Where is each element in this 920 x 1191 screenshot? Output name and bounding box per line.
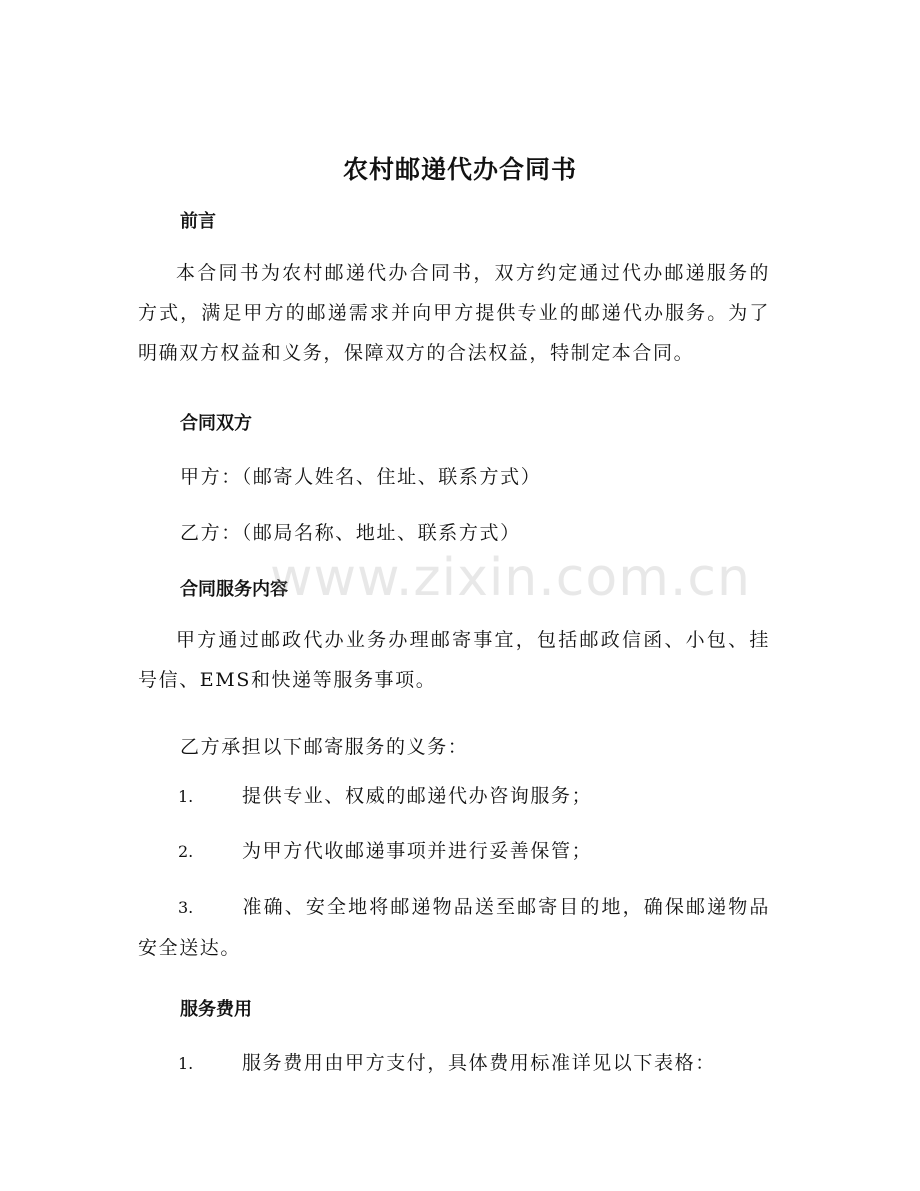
list-item — [138, 776, 770, 817]
list-item-text: 为甲方代收邮递事项并进行妥善保管； — [242, 840, 593, 862]
list-item — [138, 887, 770, 968]
list-item-text: 服务费用由甲方支付，具体费用标准详见以下表格： — [242, 1052, 716, 1074]
list-item-number: 2. — [178, 842, 194, 861]
watermark: www.zixin.com.cn — [270, 548, 751, 608]
services-paragraph: 甲方通过邮政代办业务办理邮寄事宜，包括邮政信函、小包、挂号信、EMS和快递等服务事项。 — [138, 629, 770, 691]
section-heading-services: 合同服务内容 — [180, 579, 288, 600]
list-item — [138, 831, 770, 872]
section-heading-preface: 前言 — [180, 211, 216, 232]
party-a-line: 甲方：（邮寄人姓名、住址、联系方式） — [180, 466, 542, 488]
list-item-text: 提供专业、权威的邮递代办咨询服务； — [242, 785, 593, 807]
list-item-text: 准确、安全地将邮递物品送至邮寄目的地，确保邮递物品安全送达。 — [138, 896, 770, 959]
preface-paragraph: 本合同书为农村邮递代办合同书，双方约定通过代办邮递服务的方式，满足甲方的邮递需求并向甲方提供专业的邮递代办服务。为了明确双方权益和义务，保障双方的合法权益，特制定本合同。 — [138, 262, 770, 364]
list-item — [138, 1043, 770, 1084]
section-heading-parties: 合同双方 — [180, 413, 252, 434]
document-title: 农村邮递代办合同书 — [342, 155, 577, 184]
list-item-number: 1. — [178, 1054, 194, 1073]
party-b-line: 乙方：（邮局名称、地址、联系方式） — [180, 522, 521, 544]
list-item-number: 1. — [178, 787, 194, 806]
list-item-number: 3. — [178, 898, 194, 917]
section-heading-fees: 服务费用 — [180, 999, 252, 1020]
services-intro: 乙方承担以下邮寄服务的义务： — [180, 736, 469, 758]
